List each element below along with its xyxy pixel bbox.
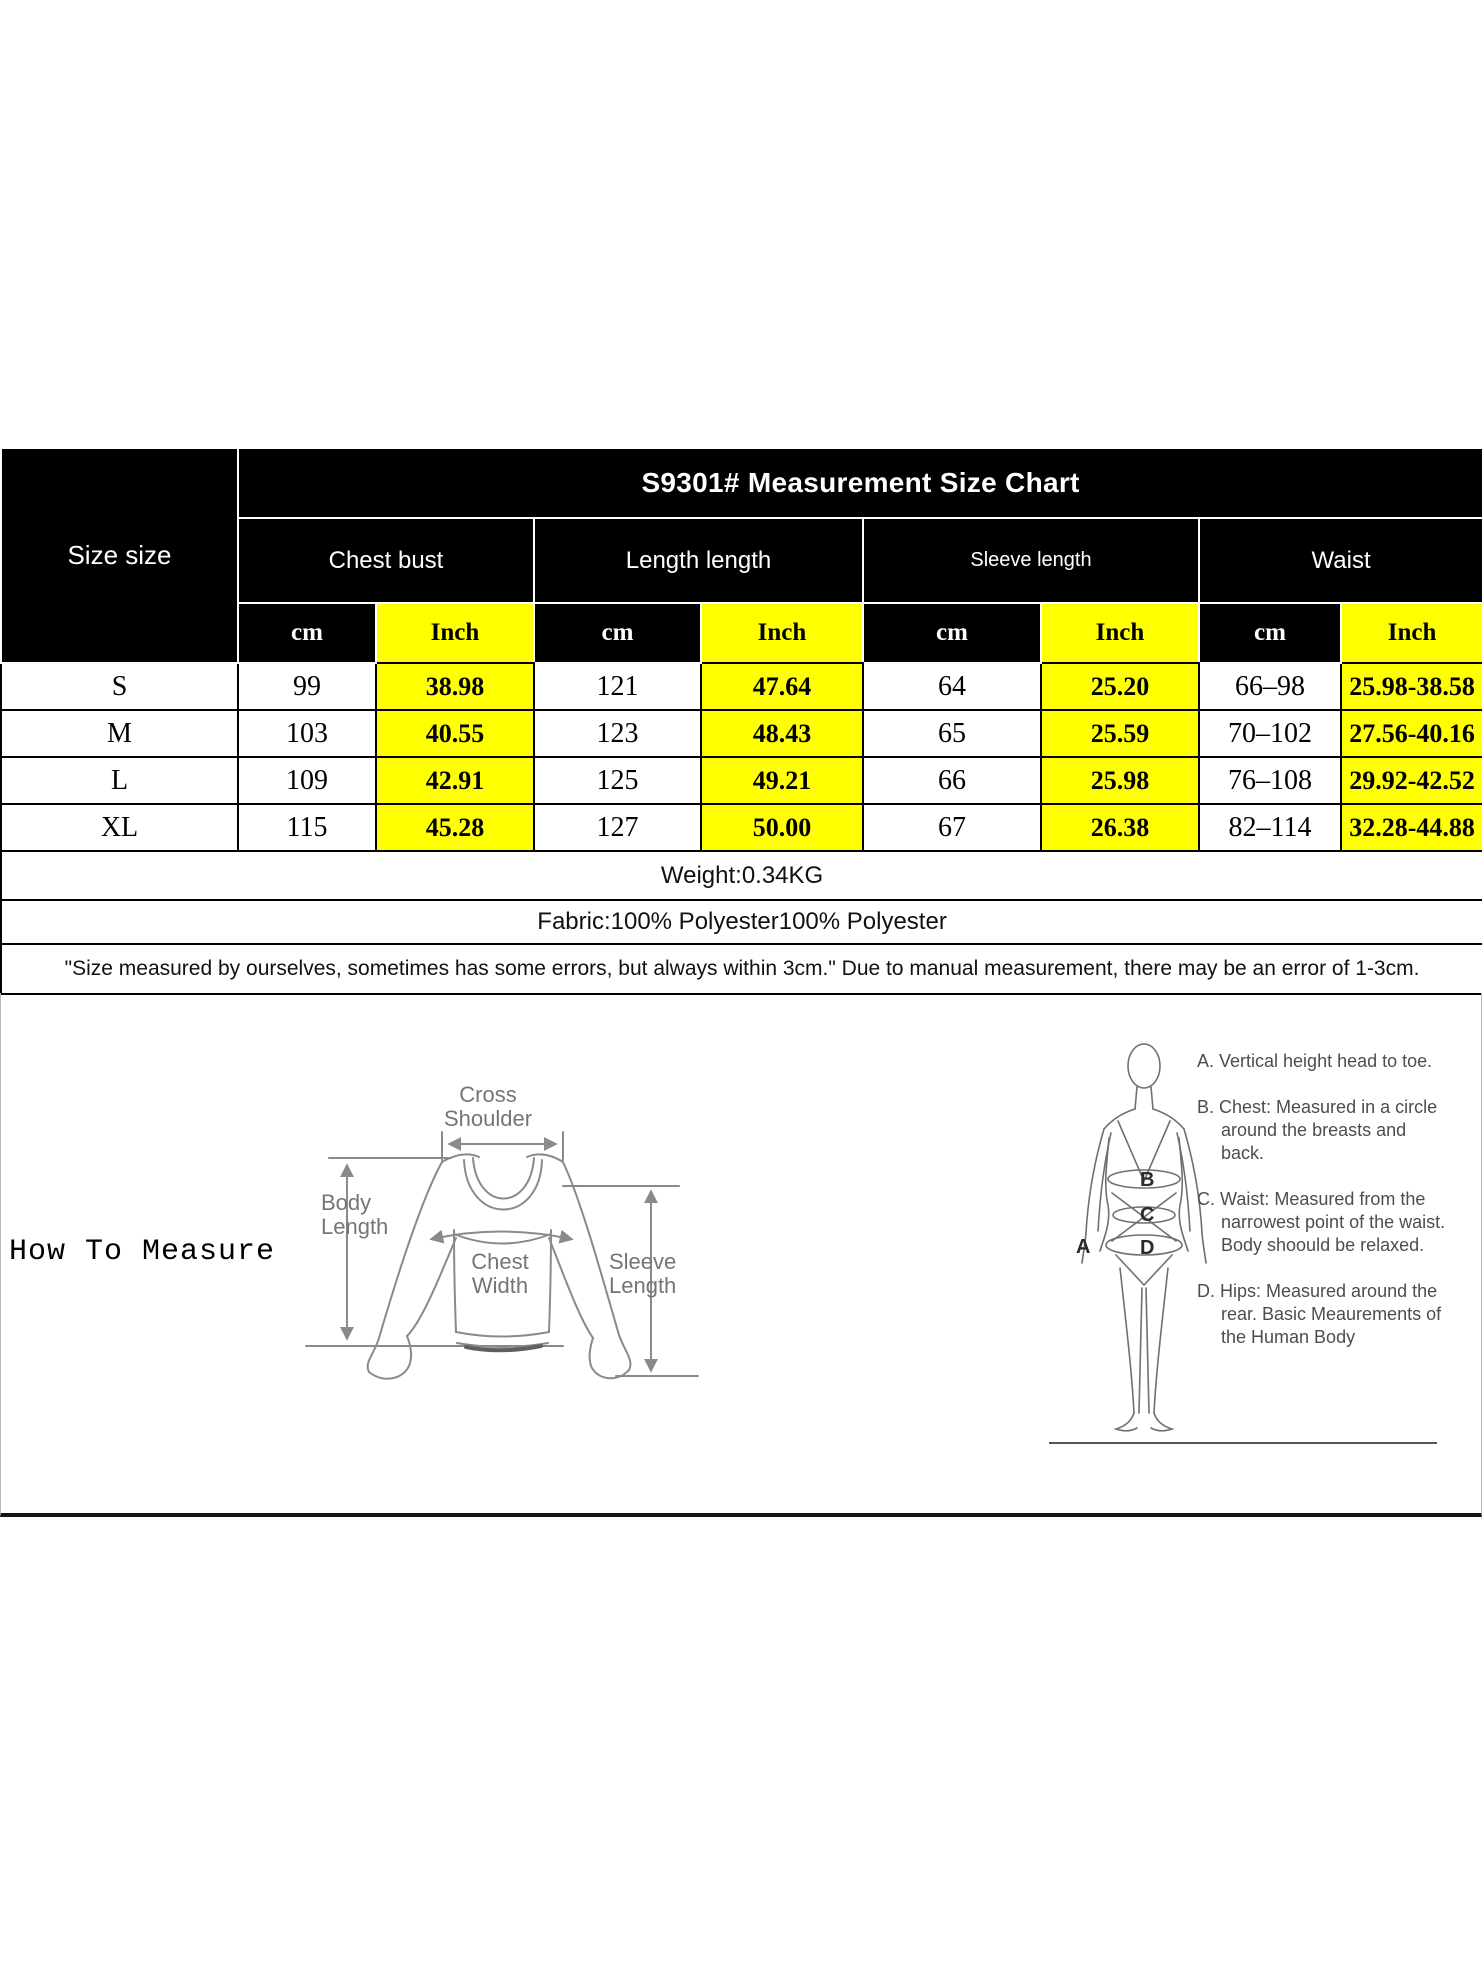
table-row-m	[1, 710, 1482, 757]
note-a: A. Vertical height head to toe.	[1197, 1051, 1433, 1071]
chest-cm-cell: 115	[238, 804, 376, 851]
figure-letter-c: C	[1140, 1204, 1155, 1226]
figure-letter-d: D	[1140, 1237, 1155, 1259]
unit-header-inch: Inch	[1341, 603, 1482, 663]
length-inch-cell: 48.43	[701, 710, 863, 757]
length-inch-cell: 50.00	[701, 804, 863, 851]
unit-header-inch: Inch	[1041, 603, 1199, 663]
waist-inch-cell: 32.28-44.88	[1341, 804, 1482, 851]
figure-letter-a: A	[1076, 1236, 1091, 1258]
note-d: D. Hips: Measured around the rear. Basic Meaurements of the Human Body	[1197, 1281, 1442, 1347]
table-row-s	[1, 663, 1482, 710]
chest-inch-cell: 45.28	[376, 804, 534, 851]
chest-inch-cell: 42.91	[376, 757, 534, 804]
sleeve-inch-cell: 25.98	[1041, 757, 1199, 804]
group-header-length: Length length	[534, 518, 863, 603]
sleeve-cm-cell: 66	[863, 757, 1041, 804]
cross-shoulder-label-line2: Shoulder	[443, 1106, 533, 1131]
cross-shoulder-label-line1: Cross	[459, 1082, 517, 1107]
unit-header-inch: Inch	[376, 603, 534, 663]
length-inch-cell: 49.21	[701, 757, 863, 804]
how-to-measure-section	[0, 993, 1482, 1517]
sleeve-cm-cell: 65	[863, 710, 1041, 757]
chest-inch-cell: 38.98	[376, 663, 534, 710]
length-cm-cell: 121	[534, 663, 701, 710]
group-header-sleeve: Sleeve length	[863, 518, 1199, 603]
chest-width-label-line2: Width	[471, 1273, 529, 1298]
group-header-waist: Waist	[1199, 518, 1482, 603]
unit-header-inch: Inch	[701, 603, 863, 663]
waist-cm-cell: 70–102	[1199, 710, 1341, 757]
measurement-size-chart-table	[0, 447, 1482, 995]
chart-title: S9301# Measurement Size Chart	[238, 448, 1482, 518]
body-length-label-line1: Body	[321, 1190, 372, 1215]
sleeve-length-label-line1: Sleeve	[609, 1249, 677, 1274]
length-cm-cell: 127	[534, 804, 701, 851]
figure-letter-b: B	[1140, 1169, 1155, 1191]
body-length-label-line2: Length	[321, 1214, 389, 1239]
sleeve-length-label-line2: Length	[609, 1273, 677, 1298]
how-to-measure-heading: How To Measure	[9, 1235, 276, 1269]
table-row-xl	[1, 804, 1482, 851]
notes-underline	[1049, 1442, 1437, 1444]
chest-width-label-line1: Chest	[471, 1249, 529, 1274]
length-cm-cell: 125	[534, 757, 701, 804]
size-label: M	[1, 710, 238, 757]
measurement-disclaimer: "Size measured by ourselves, sometimes has some errors, but always within 3cm." Due to manual measurement, there may be an error of 1-3cm.	[1, 944, 1482, 994]
measure-notes	[1197, 1050, 1449, 1349]
garment-measure-diagram-icon	[251, 1040, 721, 1400]
sleeve-inch-cell: 25.59	[1041, 710, 1199, 757]
corner-header-cell: Size size	[1, 448, 238, 663]
sleeve-inch-cell: 25.20	[1041, 663, 1199, 710]
chest-cm-cell: 103	[238, 710, 376, 757]
waist-cm-cell: 66–98	[1199, 663, 1341, 710]
chest-cm-cell: 99	[238, 663, 376, 710]
chest-inch-cell: 40.55	[376, 710, 534, 757]
waist-inch-cell: 29.92-42.52	[1341, 757, 1482, 804]
waist-cm-cell: 82–114	[1199, 804, 1341, 851]
fabric-note: Fabric:100% Polyester100% Polyester	[1, 900, 1482, 944]
length-inch-cell: 47.64	[701, 663, 863, 710]
waist-inch-cell: 27.56-40.16	[1341, 710, 1482, 757]
sleeve-inch-cell: 26.38	[1041, 804, 1199, 851]
weight-note: Weight:0.34KG	[1, 851, 1482, 900]
sleeve-cm-cell: 67	[863, 804, 1041, 851]
waist-inch-cell: 25.98-38.58	[1341, 663, 1482, 710]
unit-header-cm: cm	[534, 603, 701, 663]
group-header-chest: Chest bust	[238, 518, 534, 603]
length-cm-cell: 123	[534, 710, 701, 757]
waist-cm-cell: 76–108	[1199, 757, 1341, 804]
unit-header-cm: cm	[1199, 603, 1341, 663]
sleeve-cm-cell: 64	[863, 663, 1041, 710]
size-label: L	[1, 757, 238, 804]
note-c: C. Waist: Measured from the narrowest point of the waist. Body shoould be relaxed.	[1197, 1189, 1446, 1255]
unit-header-cm: cm	[863, 603, 1041, 663]
size-label: XL	[1, 804, 238, 851]
chest-cm-cell: 109	[238, 757, 376, 804]
table-row-l	[1, 757, 1482, 804]
note-b: B. Chest: Measured in a circle around the breasts and back.	[1197, 1097, 1438, 1163]
unit-header-cm: cm	[238, 603, 376, 663]
size-label: S	[1, 663, 238, 710]
